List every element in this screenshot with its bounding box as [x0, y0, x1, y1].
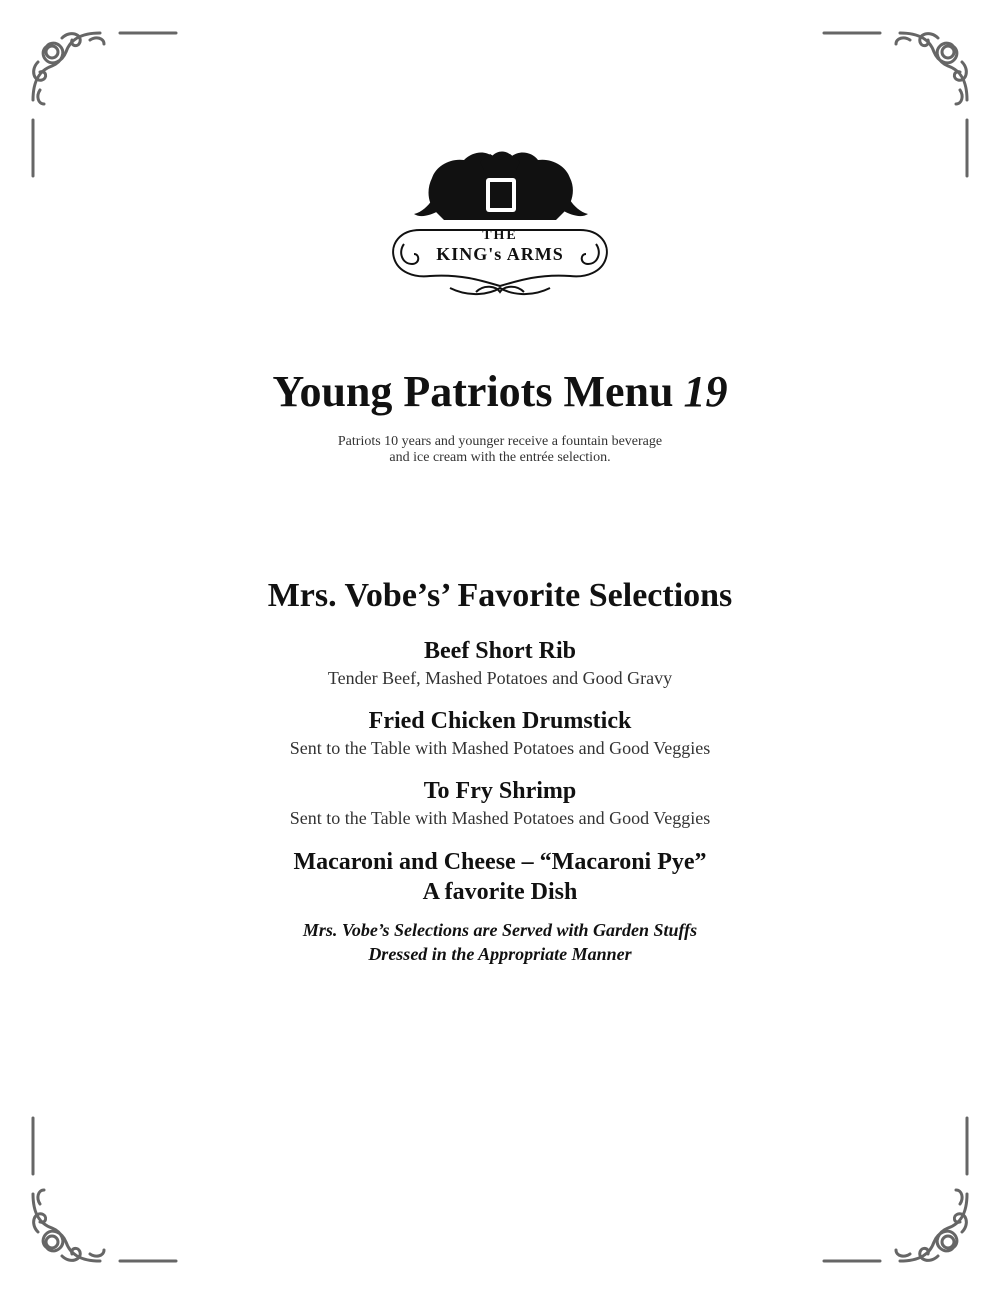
footnote-line-2: Dressed in the Appropriate Manner [368, 944, 632, 964]
footnote-line-1: Mrs. Vobe’s Selections are Served with Garden Stuffs [302, 920, 698, 940]
kings-arms-logo [380, 148, 620, 300]
menu-item [0, 636, 1000, 690]
intro-note [0, 434, 1000, 466]
title-number: 19 [683, 367, 728, 416]
menu-item-description: Sent to the Table with Mashed Potatoes and Good Veggies [289, 808, 711, 828]
corner-ornament-top-right [820, 0, 1000, 180]
menu-item-name: Macaroni and Cheese – “Macaroni Pye” [293, 849, 707, 875]
page-title [0, 366, 1000, 418]
intro-line-1: Patriots 10 years and younger receive a fountain beverage [337, 434, 663, 449]
corner-ornament-bottom-right [820, 1114, 1000, 1294]
menu-item-description: Tender Beef, Mashed Potatoes and Good Gravy [327, 668, 673, 688]
menu-item-name: Fried Chicken Drumstick [368, 708, 632, 734]
scroll-ornament-icon [820, 1114, 1000, 1294]
menu-item-name: Beef Short Rib [424, 638, 576, 664]
section-heading: Mrs. Vobe’s’ Favorite Selections [267, 577, 733, 614]
coat-of-arms-icon [380, 148, 620, 300]
menu-item [0, 847, 1000, 907]
scroll-ornament-icon [0, 0, 180, 180]
selections-footnote [0, 918, 1000, 966]
menu-item [0, 706, 1000, 760]
menu-item-description: A favorite Dish [422, 879, 578, 905]
menu-item-name: To Fry Shrimp [423, 778, 577, 804]
scroll-ornament-icon [820, 0, 1000, 180]
menu-item [0, 776, 1000, 830]
logo-text-kings-arms: KING's ARMS [436, 244, 564, 264]
intro-line-2: and ice cream with the entrée selection. [389, 450, 611, 465]
title-text: Young Patriots Menu [272, 367, 674, 416]
corner-ornament-top-left [0, 0, 180, 180]
scroll-ornament-icon [0, 1114, 180, 1294]
corner-ornament-bottom-left [0, 1114, 180, 1294]
logo-text-the: THE [482, 228, 518, 243]
menu-item-description: Sent to the Table with Mashed Potatoes and Good Veggies [289, 738, 711, 758]
